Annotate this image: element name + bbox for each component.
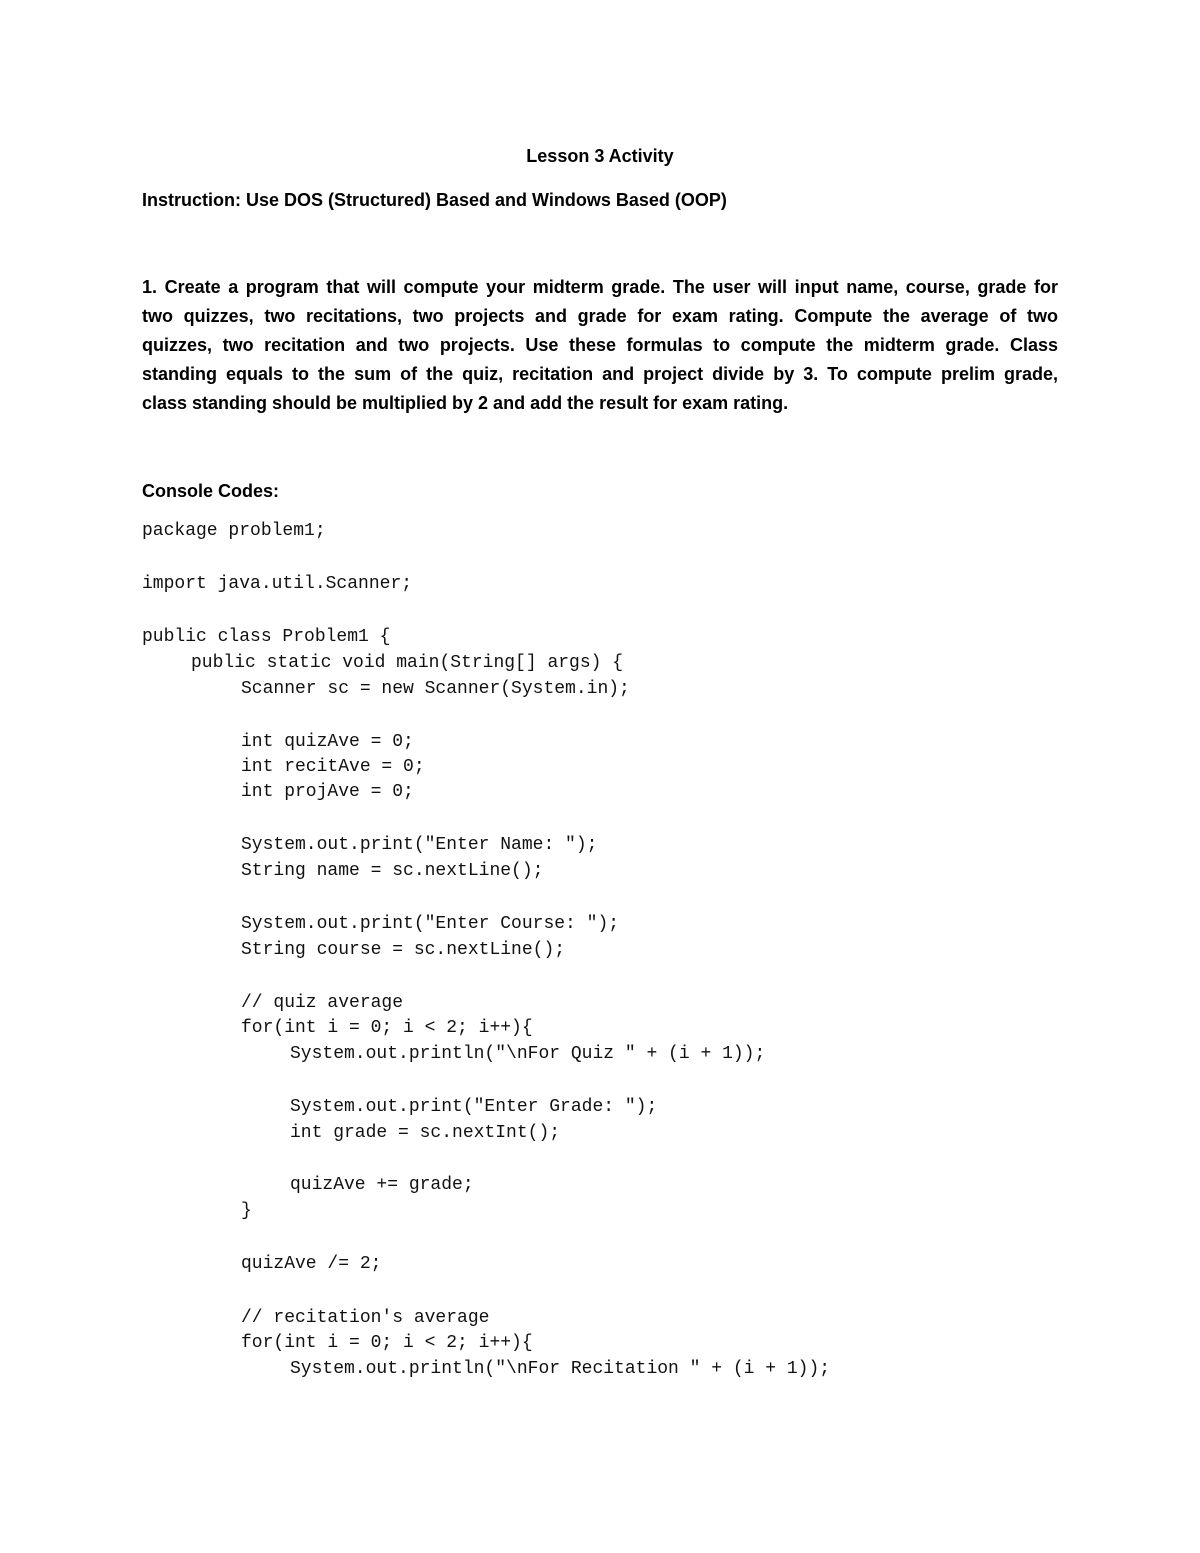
code-line: String name = sc.nextLine(); (241, 861, 544, 881)
code-line: int quizAve = 0; (241, 732, 414, 752)
page-title: Lesson 3 Activity (526, 146, 674, 166)
code-line: quizAve += grade; (290, 1175, 474, 1195)
code-line: int recitAve = 0; (241, 757, 425, 777)
code-line: System.out.println("\nFor Recitation " + (i + 1)); (290, 1359, 831, 1379)
problem-line: quizzes, two recitation and two projects. Use these formulas to compute the midterm grade. Class (142, 335, 1058, 355)
problem-line: standing equals to the sum of the quiz, recitation and project divide by 3. To compute prelim grade, (142, 364, 1058, 384)
code-line: package problem1; (142, 521, 326, 541)
code-line: } (241, 1201, 252, 1221)
code-line: public class Problem1 { (142, 627, 391, 647)
problem-line: 1. Create a program that will compute your midterm grade. The user will input name, course, grade for (142, 277, 1058, 297)
console-codes-heading: Console Codes: (142, 481, 280, 501)
code-line: System.out.println("\nFor Quiz " + (i + 1)); (290, 1044, 766, 1064)
code-line: int projAve = 0; (241, 782, 414, 802)
instruction-text: Instruction: Use DOS (Structured) Based and Windows Based (OOP) (142, 190, 727, 210)
code-line: String course = sc.nextLine(); (241, 940, 566, 960)
code-line: Scanner sc = new Scanner(System.in); (241, 679, 630, 699)
code-line: for(int i = 0; i < 2; i++){ (241, 1333, 533, 1353)
code-line: int grade = sc.nextInt(); (290, 1123, 561, 1143)
code-line: // recitation's average (241, 1308, 490, 1328)
code-line: System.out.print("Enter Grade: "); (290, 1097, 658, 1117)
code-line: quizAve /= 2; (241, 1254, 382, 1274)
code-line: public static void main(String[] args) { (191, 653, 624, 673)
code-line: import java.util.Scanner; (142, 574, 413, 594)
code-line: System.out.print("Enter Name: "); (241, 835, 598, 855)
problem-line: two quizzes, two recitations, two projects and grade for exam rating. Compute the average of two (142, 306, 1058, 326)
code-line: System.out.print("Enter Course: "); (241, 914, 620, 934)
problem-line: class standing should be multiplied by 2 and add the result for exam rating. (142, 393, 789, 413)
code-line: for(int i = 0; i < 2; i++){ (241, 1018, 533, 1038)
code-line: // quiz average (241, 993, 404, 1013)
